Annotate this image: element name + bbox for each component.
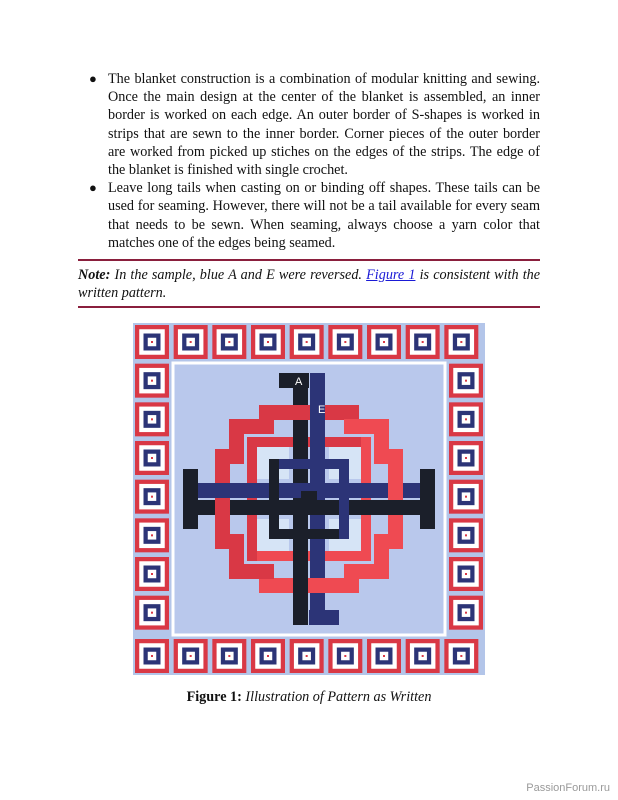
strip-label-a: A (295, 376, 303, 388)
black-strip (269, 529, 349, 539)
note-text-after: is consistent with the written pattern. (78, 267, 541, 302)
note-box (78, 259, 540, 308)
bullet-text: The blanket construction is a combination of modular knitting and sewing. Once the main design at the center of the blanket is assembled, an inner border is worked on each edge. An outer border of S-shapes is worked in strips that are sewn to the inner border. Corner pieces of the outer border are worked from picked up stiches on the edges of the strips. The edge of the blanket is finished with single crochet. (108, 71, 540, 179)
border-motif (460, 655, 462, 657)
border-motif (151, 573, 153, 575)
border-motif (151, 418, 153, 420)
bullet-icon: ● (89, 71, 97, 86)
red-strip (247, 437, 371, 447)
red-strip (247, 437, 257, 561)
border-motif (190, 341, 192, 343)
border-motif (465, 534, 467, 536)
caption-label: Figure 1: (186, 689, 242, 705)
red-strip (229, 534, 244, 579)
border-motif (422, 655, 424, 657)
red-strip (374, 534, 389, 579)
border-motif (190, 655, 192, 657)
border-motif (228, 655, 230, 657)
border-motif (344, 655, 346, 657)
navy-strip (339, 459, 349, 539)
black-strip (279, 373, 309, 388)
border-motif (151, 341, 153, 343)
figure-caption (0, 689, 618, 706)
navy-strip (309, 610, 339, 625)
border-motif (460, 341, 462, 343)
border-motif (465, 612, 467, 614)
red-strip (388, 449, 403, 549)
pattern-illustration (133, 323, 485, 675)
border-motif (465, 457, 467, 459)
red-strip (388, 483, 403, 498)
red-strip (259, 405, 359, 420)
border-motif (151, 534, 153, 536)
red-strip (215, 500, 230, 515)
border-motif (228, 341, 230, 343)
border-motif (344, 341, 346, 343)
border-motif (422, 341, 424, 343)
border-motif (267, 341, 269, 343)
border-motif (151, 612, 153, 614)
border-motif (465, 418, 467, 420)
red-strip (215, 449, 230, 549)
black-strip (301, 491, 317, 507)
border-motif (465, 496, 467, 498)
red-strip (259, 578, 359, 593)
border-motif (306, 655, 308, 657)
border-motif (383, 341, 385, 343)
black-strip (420, 469, 435, 529)
bullet-icon: ● (89, 180, 97, 196)
list-item (86, 70, 540, 179)
border-motif (151, 655, 153, 657)
red-strip (310, 578, 325, 593)
figure-link[interactable]: Figure 1 (366, 267, 416, 283)
note-text: In the sample, blue A and E were reversed. (114, 267, 362, 283)
border-motif (151, 496, 153, 498)
strip-label-e: E (318, 404, 326, 416)
border-motif (306, 341, 308, 343)
border-motif (151, 380, 153, 382)
border-motif (465, 380, 467, 382)
list-item (86, 179, 540, 252)
border-motif (151, 457, 153, 459)
red-strip (374, 419, 389, 464)
black-strip (269, 459, 279, 539)
instruction-list (86, 70, 540, 252)
border-motif (383, 655, 385, 657)
red-strip (247, 551, 371, 561)
note-label: Note: (78, 267, 111, 283)
figure-illustration (133, 323, 485, 675)
red-strip (293, 405, 308, 420)
bullet-text: Leave long tails when casting on or binding off shapes. These tails can be used for seaming. However, there will not be a tail available for every seam that needs to be sewn. When seaming, always choose a yarn color that matches one of the edges being seamed. (108, 180, 540, 251)
border-motif (267, 655, 269, 657)
black-strip (183, 469, 198, 529)
watermark: PassionForum.ru (526, 782, 610, 794)
border-motif (465, 573, 467, 575)
red-strip (361, 437, 371, 561)
caption-text: Illustration of Pattern as Written (245, 689, 432, 705)
navy-strip (269, 459, 349, 469)
red-strip (229, 419, 244, 464)
